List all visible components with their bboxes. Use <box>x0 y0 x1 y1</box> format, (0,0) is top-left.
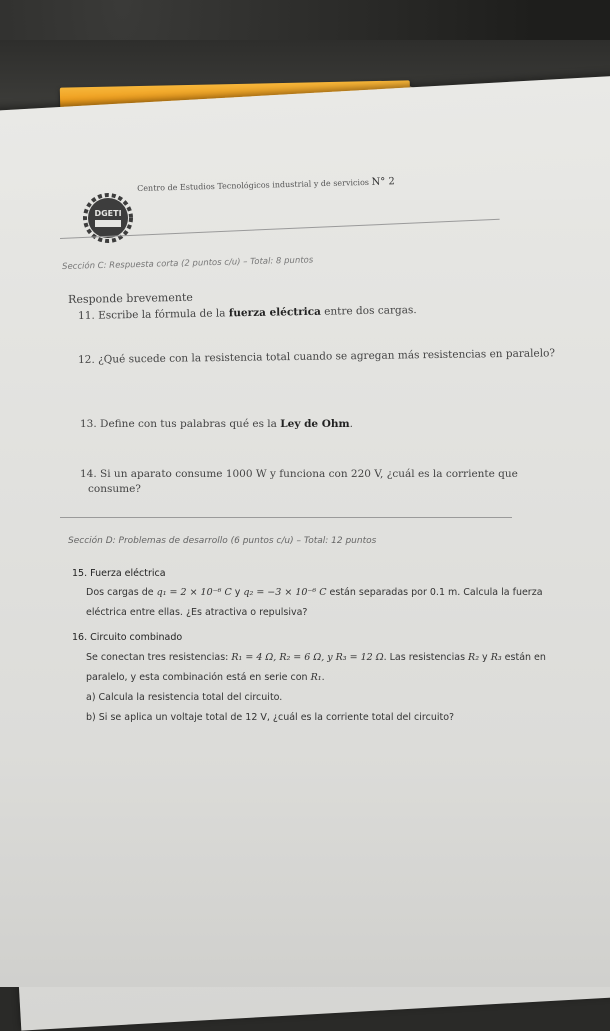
problem-16-part-b: b) Si se aplica un voltaje total de 12 V, ¿cuál es la corriente total del circuito? <box>86 712 455 723</box>
section-divider <box>60 517 512 518</box>
logo-text: DGETI <box>94 209 122 218</box>
question-11: 11. Escribe la fórmula de la fuerza eléctrica entre dos cargas. <box>78 304 417 322</box>
section-c-title: Sección C: Respuesta corta (2 puntos c/u) – Total: 8 puntos <box>62 255 314 272</box>
section-d-title: Sección D: Problemas de desarrollo (6 puntos c/u) – Total: 12 puntos <box>68 536 377 546</box>
problem-15-heading: 15. Fuerza eléctrica <box>72 568 166 579</box>
problem-15-line1: Dos cargas de q₁ = 2 × 10⁻⁶ C y q₂ = −3 × 10⁻⁶ C están separadas por 0.1 m. Calcula la fuerza <box>86 587 543 598</box>
problem-16-line2: paralelo, y esta combinación está en serie con R₁. <box>86 672 325 683</box>
charge-q2: q₂ = −3 × 10⁻⁶ C <box>243 587 327 598</box>
section-c-instruction: Responde brevemente <box>68 290 193 306</box>
institution-text: Centro de Estudios Tecnológicos industrial y de servicios <box>137 177 370 193</box>
problem-15-line2: eléctrica entre ellas. ¿Es atractiva o repulsiva? <box>86 607 308 618</box>
question-14-line2: consume? <box>88 483 141 495</box>
problem-16-line1: Se conectan tres resistencias: R₁ = 4 Ω, R₂ = 6 Ω, y R₃ = 12 Ω. Las resistencias R₂ y R₃ están en <box>86 652 546 663</box>
question-14: 14. Si un aparato consume 1000 W y funciona con 220 V, ¿cuál es la corriente que <box>80 468 518 480</box>
question-13: 13. Define con tus palabras qué es la Ley de Ohm. <box>80 418 353 430</box>
school-number: N° 2 <box>371 176 395 188</box>
question-12: 12. ¿Qué sucede con la resistencia total cuando se agregan más resistencias en paralelo? <box>78 347 556 366</box>
problem-16-part-a: a) Calcula la resistencia total del circuito. <box>86 692 283 703</box>
charge-q1: q₁ = 2 × 10⁻⁶ C <box>156 587 232 598</box>
resistance-values: R₁ = 4 Ω, R₂ = 6 Ω, y R₃ = 12 Ω <box>231 652 384 663</box>
institution-name <box>137 176 395 194</box>
problem-16-heading: 16. Circuito combinado <box>72 632 183 643</box>
